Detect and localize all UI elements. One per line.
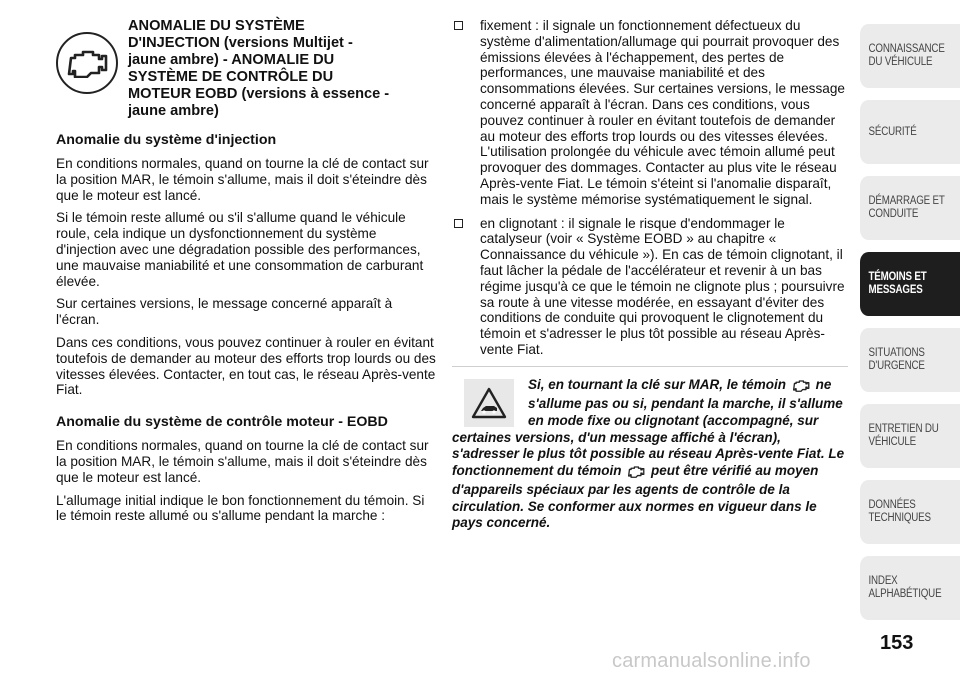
paragraph: L'allumage initial indique le bon fonctionnement du témoin. Si le témoin reste allumé ou s'allume pendant la marche :: [56, 492, 425, 524]
subheading-injection: Anomalie du système d'injection: [56, 132, 277, 148]
tab-temoins[interactable]: TÉMOINS ET MESSAGES: [860, 252, 960, 316]
section-heading: [56, 18, 438, 122]
engine-warning-icon: [792, 379, 810, 397]
paragraph: En conditions normales, quand on tourne la clé de contact sur la position MAR, le témoin s'allume, mais il doit s'éteindre dès que le moteur est lancé.: [56, 438, 429, 485]
tab-donnees[interactable]: DONNÉES TECHNIQUES: [860, 480, 960, 544]
tab-entretien[interactable]: ENTRETIEN DU VÉHICULE: [860, 404, 960, 468]
tab-securite[interactable]: SÉCURITÉ: [860, 100, 960, 164]
tab-index[interactable]: INDEX ALPHABÉTIQUE: [860, 556, 960, 620]
list-item: en clignotant : il signale le risque d'endommager le catalyseur (voir « Système EOBD » au chapitre « Connaissance du véhicule »). En cas de témoin clignotant, il faut lâcher la pédale de l'accélérateur et revenir à un bas régime jusqu'à ce que le témoin ne clignote plus ; poursuivre sa route à une vitesse modérée, en essayant d'éviter des conditions de conduite qui provoquent le clignotement du témoin et s'adresser le plus tôt possible au réseau Après-vente Fiat.: [452, 216, 848, 358]
page-number: 153: [880, 632, 914, 654]
paragraph: Sur certaines versions, le message concerné apparaît à l'écran.: [56, 296, 393, 328]
tab-demarrage[interactable]: DÉMARRAGE ET CONDUITE: [860, 176, 960, 240]
bullet-list: [452, 18, 848, 358]
checkbox-bullet-icon: [454, 21, 463, 30]
engine-warning-icon: [627, 465, 645, 483]
checkbox-bullet-icon: [454, 219, 463, 228]
subheading-eobd: Anomalie du système de contrôle moteur - EOBD: [56, 414, 388, 431]
tab-connaissance[interactable]: CONNAISSANCE DU VÉHICULE: [860, 24, 960, 88]
paragraph: Dans ces conditions, vous pouvez continuer à rouler en évitant toutefois de demander au moteur des efforts trop lourds ou des vitesses élevées. Contacter, en tout cas, le réseau Après-vente Fiat.: [56, 334, 436, 398]
warning-triangle-icon: [464, 379, 514, 427]
tab-situations[interactable]: SITUATIONS D'URGENCE: [860, 328, 960, 392]
paragraph: Si le témoin reste allumé ou s'il s'allume quand le véhicule roule, cela indique un dysfonctionnement du système d'injection avec une dégradation possible des performances, une mauvaise maniabilité et une consommation de carburant élevée.: [56, 210, 424, 289]
heading-title: ANOMALIE DU SYSTÈME D'INJECTION (versions Multijet - jaune ambre) - ANOMALIE DU SYSTÈME DE CONTRÔLE DU MOTEUR EOBD (versions à essence - jaune ambre): [128, 18, 390, 119]
right-column: [452, 18, 848, 532]
paragraph: En conditions normales, quand on tourne la clé de contact sur la position MAR, le témoin s'allume, mais il doit s'éteindre dès que le moteur est lancé.: [56, 156, 429, 203]
chapter-sidebar: [860, 24, 960, 632]
left-column: [56, 18, 438, 531]
divider: [452, 366, 848, 367]
warning-note: Si, en tournant la clé sur MAR, le témoin ne s'allume pas ou si, pendant la marche, il s'allume en mode fixe ou clignotant (accompagné, sur certaines versions, d'un message affiché à l'écran), s'adresser le plus tôt possible au réseau Après-vente Fiat. Le fonctionnement du témoin peut être vérifié au moyen d'appareils spéciaux par les agents de contrôle de la circulation. Se conformer aux normes en vigueur dans le pays concerné.: [452, 376, 845, 531]
engine-warning-icon: [56, 32, 118, 94]
list-item: fixement : il signale un fonctionnement défectueux du système d'alimentation/allumage qui pourrait provoquer des émissions élevées à l'échappement, des pertes de performances, une mauvaise maniabilité et des consommations élevées. Sur certaines versions, le message concerné apparaît à l'écran. Dans ces conditions, vous pouvez continuer à rouler en évitant toutefois de demander au moteur des efforts trop lourds ou des vitesses élevées. L'utilisation prolongée du véhicule avec témoin allumé peut provoquer des dommages. Contacter au plus vite le réseau Après-vente Fiat. Le témoin s'éteint si l'anomalie disparaît, mais le système mémorise systématiquement le signal.: [452, 18, 848, 208]
watermark: carmanualsonline.info: [612, 650, 811, 672]
